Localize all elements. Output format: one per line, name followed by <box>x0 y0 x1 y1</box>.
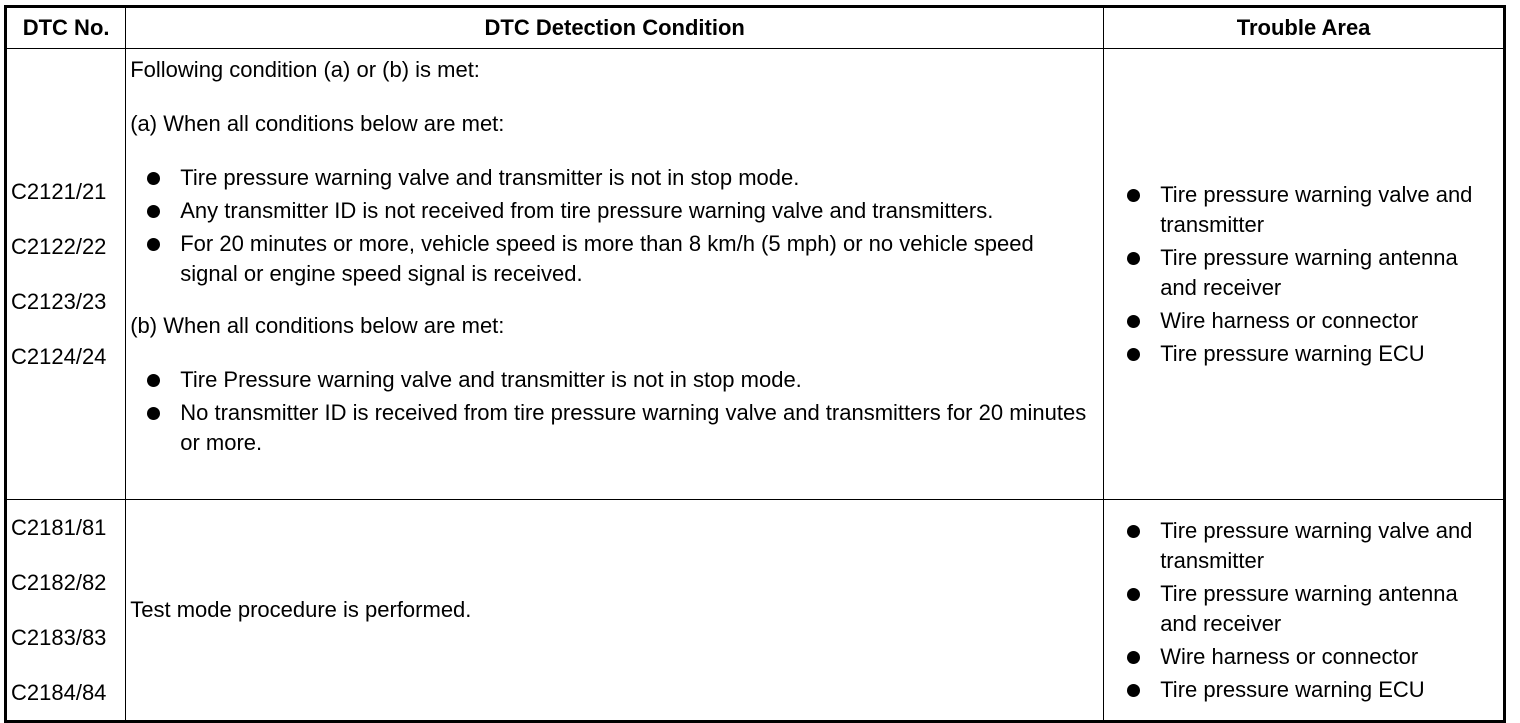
dtc-code: C2121/21 <box>11 179 107 204</box>
bullet-icon <box>1127 588 1140 601</box>
list-item <box>1104 579 1493 639</box>
bullet-icon <box>1127 189 1140 202</box>
header-dtc-no: DTC No. <box>6 7 126 49</box>
bullet-icon <box>1127 684 1140 697</box>
detection-condition-cell: Test mode procedure is performed. <box>126 500 1104 722</box>
bullet-icon <box>147 172 160 185</box>
bullet-icon <box>147 407 160 420</box>
list-item-text: For 20 minutes or more, vehicle speed is more than 8 km/h (5 mph) or no vehicle speed signal or engine speed signal is received. <box>180 231 1034 286</box>
header-trouble-area: Trouble Area <box>1104 7 1505 49</box>
list-item <box>1104 180 1493 240</box>
dtc-code: C2181/81 <box>11 515 107 540</box>
list-item <box>130 398 1097 458</box>
condition-b-list <box>130 365 1097 458</box>
trouble-area-cell <box>1104 500 1505 722</box>
list-item <box>130 365 1097 395</box>
dtc-code: C2182/82 <box>11 570 107 595</box>
list-item <box>1104 675 1493 705</box>
dtc-table <box>4 5 1506 723</box>
dtc-codes-cell <box>6 500 126 722</box>
header-row <box>6 7 1505 49</box>
list-item-text: Tire pressure warning antenna and receiver <box>1160 244 1458 300</box>
list-item <box>130 163 1097 193</box>
dtc-codes-cell <box>6 49 126 500</box>
bullet-icon <box>1127 651 1140 664</box>
list-item <box>1104 642 1493 672</box>
list-item-text: Tire pressure warning valve and transmitter <box>1160 181 1473 237</box>
list-item-text: No transmitter ID is received from tire pressure warning valve and transmitters for 20 minutes or more. <box>180 400 1087 455</box>
bullet-icon <box>147 238 160 251</box>
trouble-area-cell <box>1104 49 1505 500</box>
list-item-text: Wire harness or connector <box>1160 643 1419 669</box>
bullet-icon <box>147 205 160 218</box>
dtc-code: C2122/22 <box>11 234 107 259</box>
detection-condition-cell <box>126 49 1104 500</box>
bullet-icon <box>1127 315 1140 328</box>
table-row <box>6 49 1505 500</box>
dtc-code: C2124/24 <box>11 344 107 369</box>
dtc-code: C2184/84 <box>11 680 107 705</box>
list-item <box>130 196 1097 226</box>
table-row <box>6 500 1505 722</box>
list-item-text: Tire pressure warning antenna and receiver <box>1160 580 1458 636</box>
list-item-text: Tire Pressure warning valve and transmitter is not in stop mode. <box>180 367 802 392</box>
header-detection-condition: DTC Detection Condition <box>126 7 1104 49</box>
trouble-area-list <box>1104 180 1493 369</box>
bullet-icon <box>1127 252 1140 265</box>
trouble-area-list <box>1104 516 1493 705</box>
list-item <box>1104 306 1493 336</box>
list-item <box>1104 516 1493 576</box>
list-item-text: Tire pressure warning valve and transmitter <box>1160 517 1473 573</box>
condition-a-heading: (a) When all conditions below are met: <box>130 111 505 136</box>
bullet-icon <box>1127 348 1140 361</box>
list-item <box>1104 339 1493 369</box>
bullet-icon <box>1127 525 1140 538</box>
dtc-code: C2183/83 <box>11 625 107 650</box>
bullet-icon <box>147 374 160 387</box>
list-item <box>1104 243 1493 303</box>
condition-a-list <box>130 163 1097 289</box>
list-item <box>130 229 1097 289</box>
list-item-text: Tire pressure warning valve and transmitter is not in stop mode. <box>180 165 800 190</box>
list-item-text: Tire pressure warning ECU <box>1160 340 1425 366</box>
list-item-text: Wire harness or connector <box>1160 307 1419 333</box>
condition-b-heading: (b) When all conditions below are met: <box>130 313 505 338</box>
list-item-text: Tire pressure warning ECU <box>1160 676 1425 702</box>
list-item-text: Any transmitter ID is not received from tire pressure warning valve and transmitters. <box>180 198 994 223</box>
condition-intro: Following condition (a) or (b) is met: <box>130 57 480 82</box>
dtc-code: C2123/23 <box>11 289 107 314</box>
